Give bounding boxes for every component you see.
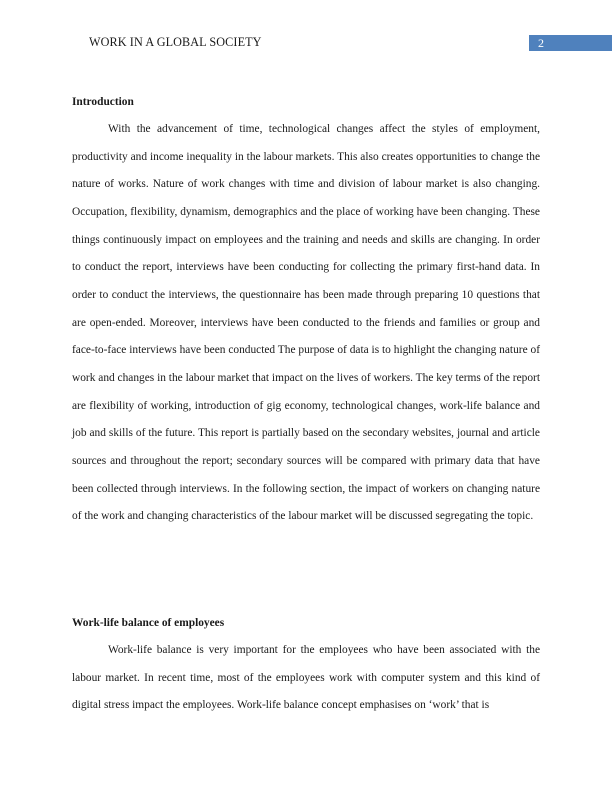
section-heading-work-life-balance: Work-life balance of employees: [72, 617, 225, 629]
page-number-badge: [529, 35, 612, 51]
work-life-balance-paragraph: Work-life balance is very important for the employees who have been associated with the labour market. In recent time, most of the employees work with computer system and this kind of digital stress impact the employees. Work-life balance concept emphasises on ‘work’ that is: [72, 644, 540, 712]
page-number: 2: [538, 36, 544, 50]
section-heading-introduction: Introduction: [72, 96, 134, 108]
introduction-paragraph: With the advancement of time, technological changes affect the styles of employment, productivity and income inequality in the labour markets. This also creates opportunities to change the nature of works. Nature of work changes with time and division of labour market is also changing. Occupation, flexibility, dynamism, demographics and the place of working have been changing. These things continuously impact on employees and the training and needs and skills are changing. In order to conduct the report, interviews have been conducting for collecting the primary first-hand data. In order to conduct the interviews, the questionnaire has been made through preparing 10 questions that are open-ended. Moreover, interviews have been conducted to the friends and families or group and face-to-face interviews have been conducted The purpose of data is to highlight the changing nature of work and changes in the labour market that impact on the lives of workers. The key terms of the report are flexibility of working, introduction of gig economy, technological changes, work-life balance and job and skills of the future. This report is partially based on the secondary websites, journal and article sources and throughout the report; secondary sources will be compared with primary data that have been collected through interviews. In the following section, the impact of workers on changing nature of the work and changing characteristics of the labour market will be discussed segregating the topic.: [72, 123, 540, 523]
running-header-title: WORK IN A GLOBAL SOCIETY: [89, 35, 262, 49]
